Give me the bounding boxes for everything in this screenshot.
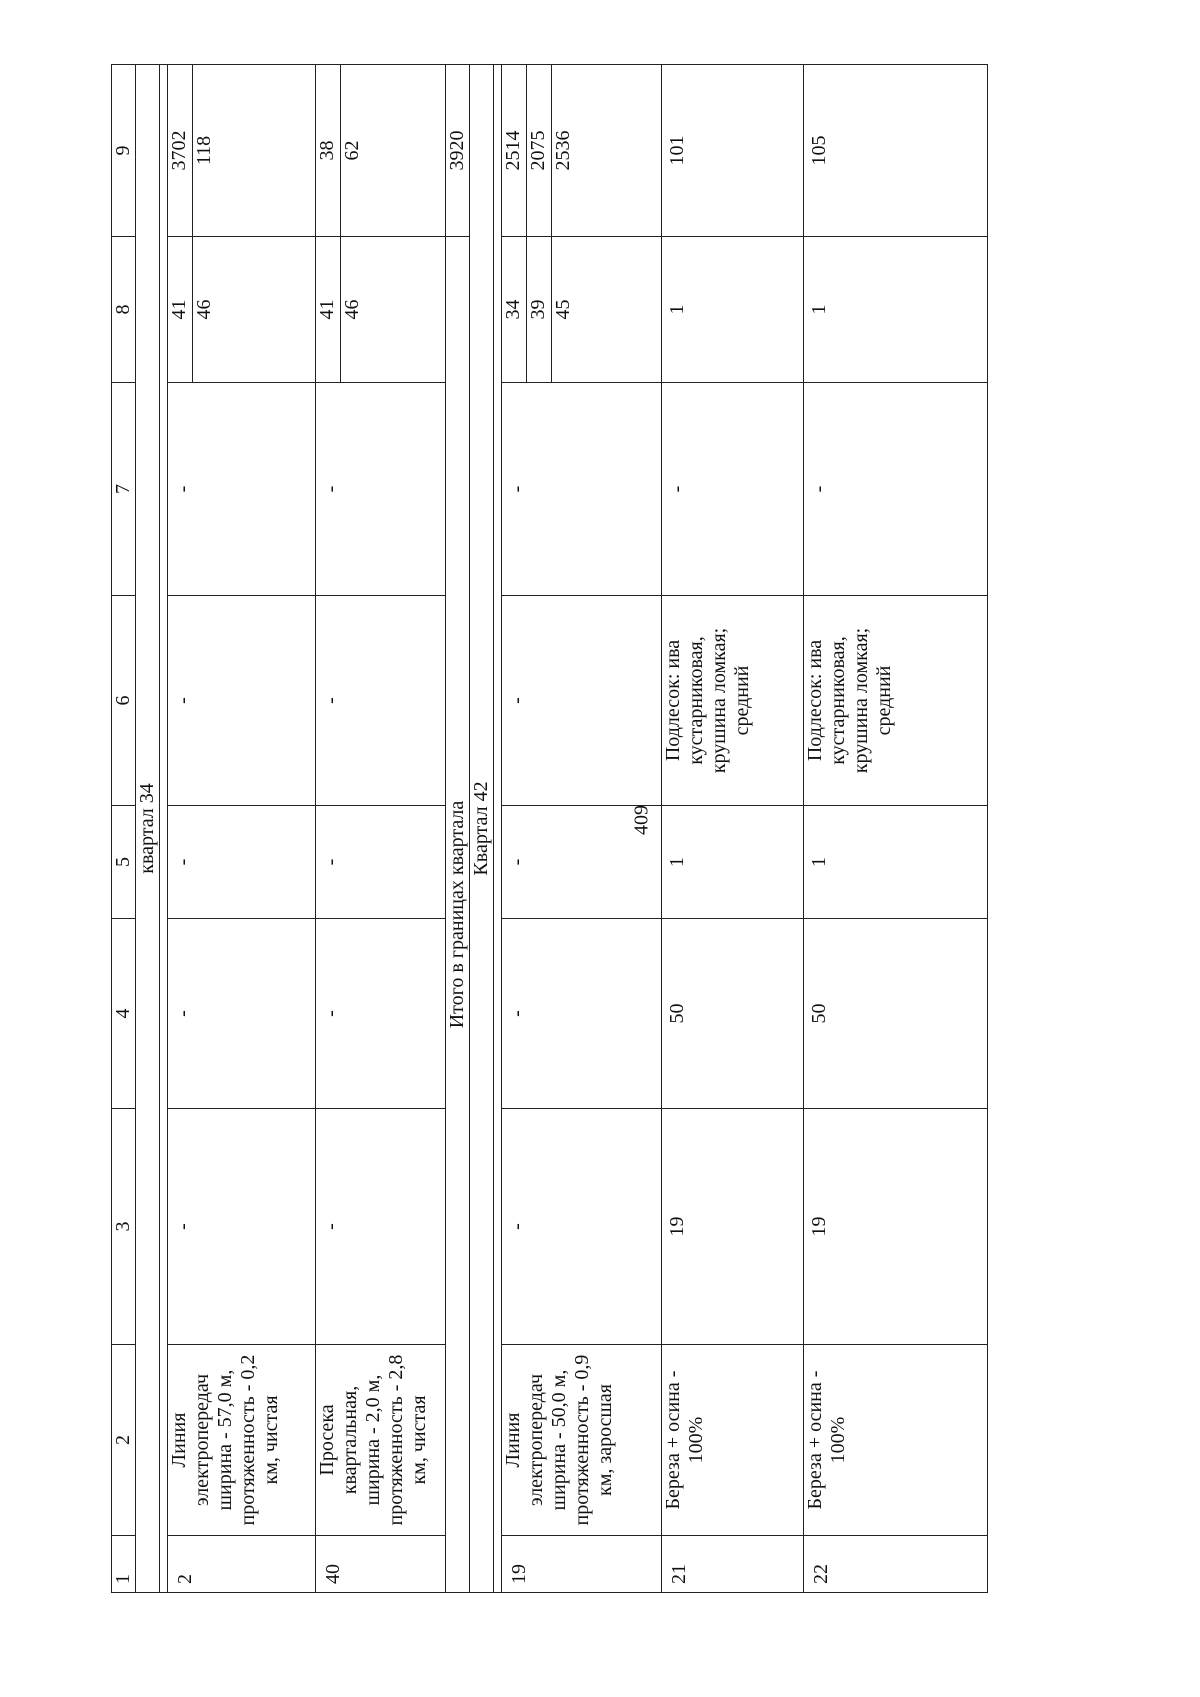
sub-value: 34: [502, 299, 524, 320]
header-col-7: 7: [112, 383, 136, 596]
table-row: [502, 65, 662, 1593]
sub-value: 2514: [502, 130, 524, 171]
header-col-3: 3: [112, 1109, 136, 1345]
sub-values-col-8: [502, 237, 661, 382]
total-row: [446, 65, 470, 1593]
cell-col-6: -: [168, 596, 316, 806]
cell-row-number: 21: [662, 1536, 804, 1593]
section-kvartal-42: Квартал 42: [470, 65, 494, 1593]
header-col-4: 4: [112, 919, 136, 1109]
cell-col-9: [316, 65, 446, 237]
cell-col-7: -: [168, 383, 316, 596]
cell-description: Береза + осина - 100%: [662, 1345, 804, 1536]
cell-col-6: -: [316, 596, 446, 806]
header-col-6: 6: [112, 596, 136, 806]
cell-col-9: [168, 65, 316, 237]
cell-description: Просека квартальная, ширина - 2,0 м, протяженность - 2,8 км, чистая: [316, 1345, 446, 1536]
cell-description: Береза + осина - 100%: [804, 1345, 988, 1536]
header-col-5: 5: [112, 806, 136, 919]
cell-col-6: Подлесок: ива кустарниковая, крушина ломкая; средний: [804, 596, 988, 806]
table-row: [804, 65, 988, 1593]
cell-col-4: 50: [662, 919, 804, 1109]
cell-col-5: -: [168, 806, 316, 919]
total-value: 3920: [446, 65, 470, 237]
cell-description: Линия электропередач ширина - 50,0 м, протяженность - 0,9 км, заросшая: [502, 1345, 662, 1536]
section-strip: [160, 65, 168, 1593]
strip-row: [494, 65, 502, 1593]
cell-row-number: 2: [168, 1536, 316, 1593]
cell-row-number: 19: [502, 1536, 662, 1593]
cell-col-4: 50: [804, 919, 988, 1109]
cell-col-3: 19: [662, 1109, 804, 1345]
cell-col-4: -: [168, 919, 316, 1109]
sub-value: 62: [341, 65, 446, 236]
sub-value: 45: [552, 237, 662, 382]
total-label: Итого в границах квартала: [446, 237, 470, 1593]
cell-col-8: [502, 237, 662, 383]
sub-values-col-8: [168, 237, 315, 382]
cell-row-number: 40: [316, 1536, 446, 1593]
sub-value: 41: [168, 299, 190, 320]
cell-col-9: 105: [804, 65, 988, 237]
sub-value: 2536: [552, 65, 662, 236]
sub-values-col-8: [316, 237, 445, 382]
cell-col-5: 1: [804, 806, 988, 919]
cell-col-3: 19: [804, 1109, 988, 1345]
cell-col-7: -: [804, 383, 988, 596]
sub-value: 118: [193, 65, 316, 236]
cell-col-3: -: [316, 1109, 446, 1345]
header-col-1: 1: [112, 1536, 136, 1593]
page-number: 409: [630, 805, 653, 835]
sub-value: 46: [193, 237, 316, 382]
cell-col-3: -: [502, 1109, 662, 1345]
section-strip: [494, 65, 502, 1593]
cell-col-6: Подлесок: ива кустарниковая, крушина ломкая; средний: [662, 596, 804, 806]
header-col-8: 8: [112, 237, 136, 383]
sub-values-col-9: [502, 65, 661, 236]
rotated-table-container: [111, 65, 988, 1593]
cell-col-7: -: [502, 383, 662, 596]
cell-col-4: -: [316, 919, 446, 1109]
table-row: [662, 65, 804, 1593]
section-row-kvartal-42: [470, 65, 494, 1593]
sub-values-col-9: [316, 65, 445, 236]
cell-col-9: 101: [662, 65, 804, 237]
header-col-9: 9: [112, 65, 136, 237]
cell-col-7: -: [662, 383, 804, 596]
sub-value: 38: [316, 140, 338, 161]
table-row: [168, 65, 316, 1593]
cell-col-8: [168, 237, 316, 383]
strip-row: [160, 65, 168, 1593]
cell-col-8: 1: [662, 237, 804, 383]
table-row: [316, 65, 446, 1593]
cell-col-4: -: [502, 919, 662, 1109]
cell-col-5: -: [502, 806, 662, 919]
header-col-2: 2: [112, 1345, 136, 1536]
section-kvartal-34: квартал 34: [136, 65, 160, 1593]
cell-col-9: [502, 65, 662, 237]
sub-value: 3702: [168, 130, 190, 171]
sub-value: 46: [341, 237, 446, 382]
forest-inventory-table: [111, 64, 988, 1593]
header-row: [112, 65, 136, 1593]
cell-row-number: 22: [804, 1536, 988, 1593]
sub-values-col-9: [168, 65, 315, 236]
cell-col-3: -: [168, 1109, 316, 1345]
cell-description: Линия электропередач ширина - 57,0 м, протяженность - 0,2 км, чистая: [168, 1345, 316, 1536]
section-row-kvartal-34: [136, 65, 160, 1593]
cell-col-7: -: [316, 383, 446, 596]
sub-value: 39: [527, 237, 552, 382]
sub-value: 41: [316, 299, 338, 320]
cell-col-5: -: [316, 806, 446, 919]
cell-col-8: [316, 237, 446, 383]
cell-col-5: 1: [662, 806, 804, 919]
sub-value: 2075: [527, 65, 552, 236]
cell-col-6: -: [502, 596, 662, 806]
cell-col-8: 1: [804, 237, 988, 383]
